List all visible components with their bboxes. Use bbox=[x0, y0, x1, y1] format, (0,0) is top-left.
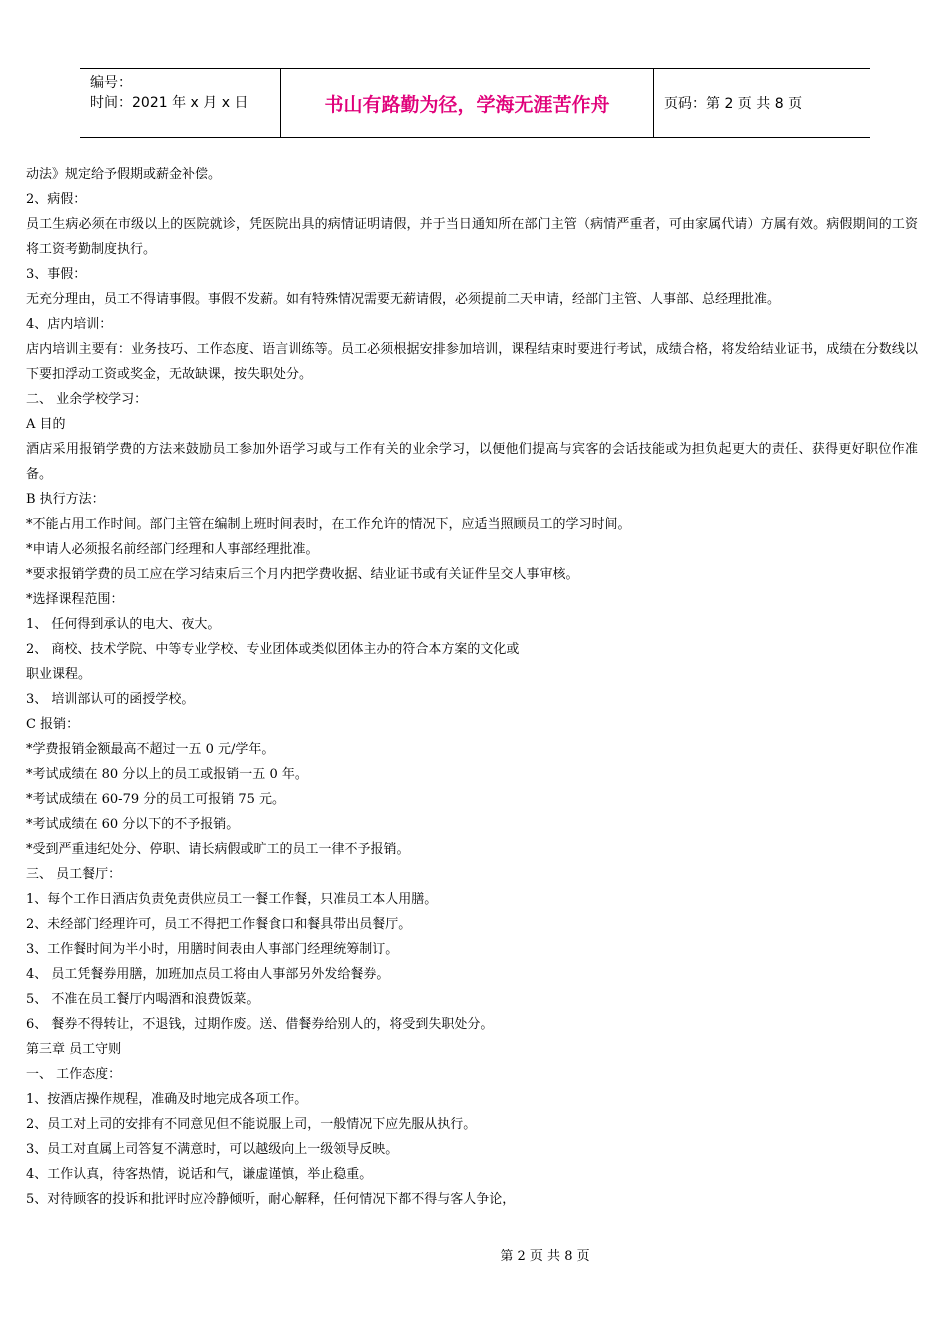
paragraph: C 报销： bbox=[26, 717, 80, 732]
paragraph: *不能占用工作时间。部门主管在编制上班时间表时，在工作允许的情况下，应适当照顾员工的学习时间。 bbox=[26, 517, 631, 532]
paragraph: 动法》规定给予假期或薪金补偿。 bbox=[26, 167, 222, 182]
header-page-info: 页码：第 2 页 共 8 页 bbox=[664, 96, 803, 112]
paragraph: 1、按酒店操作规程，准确及时地完成各项工作。 bbox=[26, 1092, 308, 1107]
paragraph: 4、工作认真，待客热情，说话和气，谦虚谨慎，举止稳重。 bbox=[26, 1167, 373, 1182]
paragraph: 4、店内培训： bbox=[26, 317, 113, 332]
header-motto: 书山有路勤为径，学海无涯苦作舟 bbox=[324, 93, 610, 116]
paragraph: 3、 培训部认可的函授学校。 bbox=[26, 692, 195, 707]
page-footer: 第 2 页 共 8 页 bbox=[500, 1249, 590, 1264]
paragraph: 3、事假： bbox=[26, 267, 87, 282]
paragraph: 三、 员工餐厅： bbox=[26, 867, 122, 882]
paragraph: 2、未经部门经理许可，员工不得把工作餐食口和餐具带出员餐厅。 bbox=[26, 917, 412, 932]
paragraph: 店内培训主要有：业务技巧、工作态度、语言训练等。员工必须根据安排参加培训，课程结束时要进行考试，成绩合格，将发给结业证书，成绩在分数线以下要扣浮动工资或奖金，无故缺课，按失职处分。 bbox=[26, 342, 918, 382]
paragraph: 5、对待顾客的投诉和批评时应冷静倾听，耐心解释，任何情况下都不得与客人争论， bbox=[26, 1192, 516, 1207]
paragraph: 3、员工对直属上司答复不满意时，可以越级向上一级领导反映。 bbox=[26, 1142, 399, 1157]
paragraph: 6、 餐券不得转让，不退钱，过期作废。送、借餐券给别人的，将受到失职处分。 bbox=[26, 1017, 494, 1032]
document-time: 时间：2021 年 x 月 x 日 bbox=[90, 95, 249, 111]
page-header bbox=[80, 68, 870, 138]
paragraph: 二、 业余学校学习： bbox=[26, 392, 148, 407]
document-code-label: 编号： bbox=[90, 75, 132, 91]
paragraph: 4、 员工凭餐券用膳，加班加点员工将由人事部另外发给餐券。 bbox=[26, 967, 390, 982]
header-meta bbox=[80, 69, 280, 137]
paragraph: 职业课程。 bbox=[26, 667, 92, 682]
paragraph: 一、 工作态度： bbox=[26, 1067, 122, 1082]
paragraph: *考试成绩在 80 分以上的员工或报销一五 0 年。 bbox=[26, 767, 308, 782]
paragraph: *考试成绩在 60-79 分的员工可报销 75 元。 bbox=[26, 792, 286, 807]
paragraph: 2、病假： bbox=[26, 192, 87, 207]
paragraph: 酒店采用报销学费的方法来鼓励员工参加外语学习或与工作有关的业余学习，以便他们提高与宾客的会话技能或为担负起更大的责任、获得更好职位作准备。 bbox=[26, 442, 918, 482]
paragraph: *申请人必须报名前经部门经理和人事部经理批准。 bbox=[26, 542, 319, 557]
paragraph: *要求报销学费的员工应在学习结束后三个月内把学费收据、结业证书或有关证件呈交人事审核。 bbox=[26, 567, 579, 582]
paragraph: 无充分理由，员工不得请事假。事假不发薪。如有特殊情况需要无薪请假，必须提前二天申请，经部门主管、人事部、总经理批准。 bbox=[26, 292, 781, 307]
paragraph: 2、 商校、技术学院、中等专业学校、专业团体或类似团体主办的符合本方案的文化或 bbox=[26, 642, 520, 657]
paragraph: 1、每个工作日酒店负责免责供应员工一餐工作餐，只准员工本人用膳。 bbox=[26, 892, 438, 907]
document-body bbox=[26, 162, 918, 1212]
paragraph: 3、工作餐时间为半小时，用膳时间表由人事部门经理统筹制订。 bbox=[26, 942, 399, 957]
paragraph: A 目的 bbox=[26, 417, 66, 432]
paragraph: 2、员工对上司的安排有不同意见但不能说服上司，一般情况下应先服从执行。 bbox=[26, 1117, 477, 1132]
paragraph: 第三章 员工守则 bbox=[26, 1042, 122, 1057]
paragraph: 员工生病必须在市级以上的医院就诊，凭医院出具的病情证明请假，并于当日通知所在部门主管（病情严重者，可由家属代请）方属有效。病假期间的工资将工资考勤制度执行。 bbox=[26, 217, 918, 257]
paragraph: 1、 任何得到承认的电大、夜大。 bbox=[26, 617, 221, 632]
paragraph: *受到严重违纪处分、停职、请长病假或旷工的员工一律不予报销。 bbox=[26, 842, 410, 857]
paragraph: 5、 不准在员工餐厅内喝酒和浪费饭菜。 bbox=[26, 992, 260, 1007]
paragraph: B 执行方法： bbox=[26, 492, 105, 507]
header-motto-cell bbox=[280, 69, 654, 137]
paragraph: *选择课程范围： bbox=[26, 592, 124, 607]
paragraph: *考试成绩在 60 分以下的不予报销。 bbox=[26, 817, 240, 832]
paragraph: *学费报销金额最高不超过一五 0 元/学年。 bbox=[26, 742, 275, 757]
